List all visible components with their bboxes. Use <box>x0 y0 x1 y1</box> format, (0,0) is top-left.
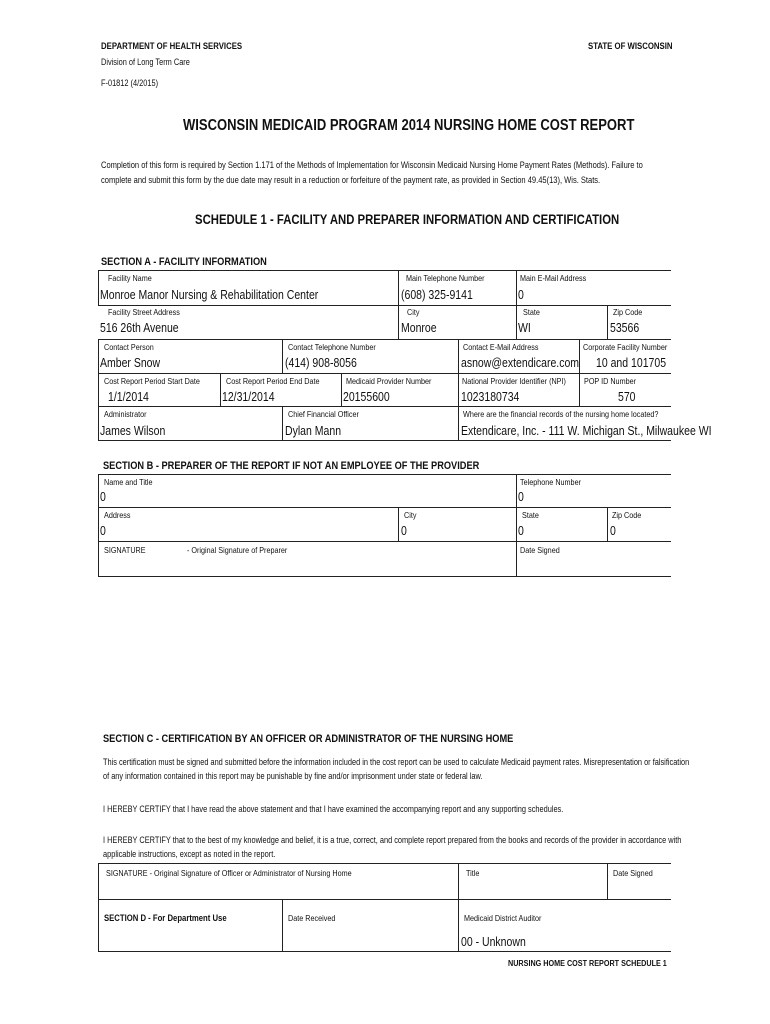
section-c-title: SECTION C - CERTIFICATION BY AN OFFICER OR ADMINISTRATOR OF THE NURSING HOME <box>103 733 514 745</box>
section-b-title: SECTION B - PREPARER OF THE REPORT IF NOT AN EMPLOYEE OF THE PROVIDER <box>103 460 480 472</box>
street-label: Facility Street Address <box>108 307 180 317</box>
contact-email-field[interactable]: asnow@extendicare.com <box>461 356 580 370</box>
facility-name-field[interactable]: Monroe Manor Nursing & Rehabilitation Center <box>100 288 319 302</box>
city-field[interactable]: Monroe <box>401 321 437 335</box>
preparer-name-field[interactable]: 0 <box>100 490 106 504</box>
preparer-date-signed-field[interactable] <box>518 558 668 574</box>
preparer-zip-field[interactable]: 0 <box>610 524 616 538</box>
main-phone-label: Main Telephone Number <box>406 273 485 283</box>
period-end-field[interactable]: 12/31/2014 <box>222 390 275 404</box>
officer-title-label: Title <box>466 868 480 878</box>
preparer-address-label: Address <box>104 510 131 520</box>
auditor-field[interactable]: 00 - Unknown <box>461 935 526 949</box>
officer-signature-field[interactable] <box>100 880 454 897</box>
schedule-title: SCHEDULE 1 - FACILITY AND PREPARER INFORMATION AND CERTIFICATION <box>195 212 620 227</box>
preparer-phone-field[interactable]: 0 <box>518 490 524 504</box>
certify-statement-1: I HEREBY CERTIFY that I have read the above statement and that I have examined the accompanying report and any supporting schedules. <box>103 804 564 814</box>
preparer-city-label: City <box>404 510 417 520</box>
page-title: WISCONSIN MEDICAID PROGRAM 2014 NURSING HOME COST REPORT <box>183 117 635 134</box>
section-a-title: SECTION A - FACILITY INFORMATION <box>101 256 267 268</box>
corporate-id-label: Corporate Facility Number <box>583 342 668 352</box>
preparer-state-label: State <box>522 510 539 520</box>
contact-phone-field[interactable]: (414) 908-8056 <box>285 356 357 370</box>
preparer-name-label: Name and Title <box>104 477 153 487</box>
certify-statement-2: I HEREBY CERTIFY that to the best of my knowledge and belief, it is a true, correct, and complete report prepared from the books and records of the provider in accordance with applicable instructions, except as noted in the report. <box>103 835 682 859</box>
form-number: F-01812 (4/2015) <box>101 78 159 88</box>
facility-name-label: Facility Name <box>108 273 152 283</box>
period-end-label: Cost Report Period End Date <box>226 376 320 386</box>
administrator-field[interactable]: James Wilson <box>100 424 166 438</box>
section-d-title: SECTION D - For Department Use <box>104 913 227 923</box>
officer-title-field[interactable] <box>460 880 604 897</box>
officer-signature-label: SIGNATURE - Original Signature of Officer or Administrator of Nursing Home <box>106 868 352 878</box>
main-email-field[interactable]: 0 <box>518 288 524 302</box>
pop-id-field[interactable]: 570 <box>618 390 636 404</box>
department-name: DEPARTMENT OF HEALTH SERVICES <box>101 41 243 52</box>
preparer-signature-field[interactable] <box>100 558 512 574</box>
corporate-id-field[interactable]: 10 and 101705 <box>596 356 667 370</box>
division-name: Division of Long Term Care <box>101 57 190 67</box>
npi-field[interactable]: 1023180734 <box>461 390 520 404</box>
cfo-field[interactable]: Dylan Mann <box>285 424 342 438</box>
state-field-label: State <box>523 307 540 317</box>
street-field[interactable]: 516 26th Avenue <box>100 321 179 335</box>
zip-label: Zip Code <box>613 307 643 317</box>
preparer-city-field[interactable]: 0 <box>401 524 407 538</box>
npi-label: National Provider Identifier (NPI) <box>462 376 566 386</box>
preparer-phone-label: Telephone Number <box>520 477 582 487</box>
auditor-label: Medicaid District Auditor <box>464 913 542 923</box>
city-label: City <box>407 307 420 317</box>
provider-number-label: Medicaid Provider Number <box>346 376 432 386</box>
pop-id-label: POP ID Number <box>584 376 637 386</box>
records-label: Where are the financial records of the nursing home located? <box>463 409 659 419</box>
records-field[interactable]: Extendicare, Inc. - 111 W. Michigan St., Milwaukee WI <box>461 424 712 438</box>
state-label: STATE OF WISCONSIN <box>588 41 673 52</box>
provider-number-field[interactable]: 20155600 <box>343 390 390 404</box>
preparer-zip-label: Zip Code <box>612 510 642 520</box>
contact-email-label: Contact E-Mail Address <box>463 342 539 352</box>
officer-date-signed-label: Date Signed <box>613 868 653 878</box>
date-received-label: Date Received <box>288 913 336 923</box>
preparer-state-field[interactable]: 0 <box>518 524 524 538</box>
contact-person-label: Contact Person <box>104 342 154 352</box>
cfo-label: Chief Financial Officer <box>288 409 359 419</box>
main-phone-field[interactable]: (608) 325-9141 <box>401 288 473 302</box>
period-start-label: Cost Report Period Start Date <box>104 376 200 386</box>
administrator-label: Administrator <box>104 409 147 419</box>
period-start-field[interactable]: 1/1/2014 <box>108 390 149 404</box>
state-field[interactable]: WI <box>518 321 531 335</box>
contact-person-field[interactable]: Amber Snow <box>100 356 161 370</box>
certification-statement: This certification must be signed and submitted before the information included in the cost report can be used to calculate Medicaid payment rates. Misrepresentation or falsification of any information contained in this report may be punishable by fine and/or imprisonment under state or federal law. <box>103 757 690 781</box>
zip-field[interactable]: 53566 <box>610 321 640 335</box>
preparer-signature-label: SIGNATURE <box>104 545 146 555</box>
intro-text: Completion of this form is required by Section 1.171 of the Methods of Implementation for Wisconsin Medicaid Nursing Home Payment Rates (Methods). Failure to complete and submit this form by the due date may result in a reduction or forfeiture of the payment rate, as provided in Section 49.45(13), Wis. Stats. <box>101 160 643 185</box>
preparer-address-field[interactable]: 0 <box>100 524 106 538</box>
footer-label: NURSING HOME COST REPORT SCHEDULE 1 <box>508 958 667 968</box>
contact-phone-label: Contact Telephone Number <box>288 342 376 352</box>
preparer-signature-note: - Original Signature of Preparer <box>187 545 288 555</box>
officer-date-signed-field[interactable] <box>609 880 669 897</box>
preparer-date-signed-label: Date Signed <box>520 545 560 555</box>
main-email-label: Main E-Mail Address <box>520 273 587 283</box>
